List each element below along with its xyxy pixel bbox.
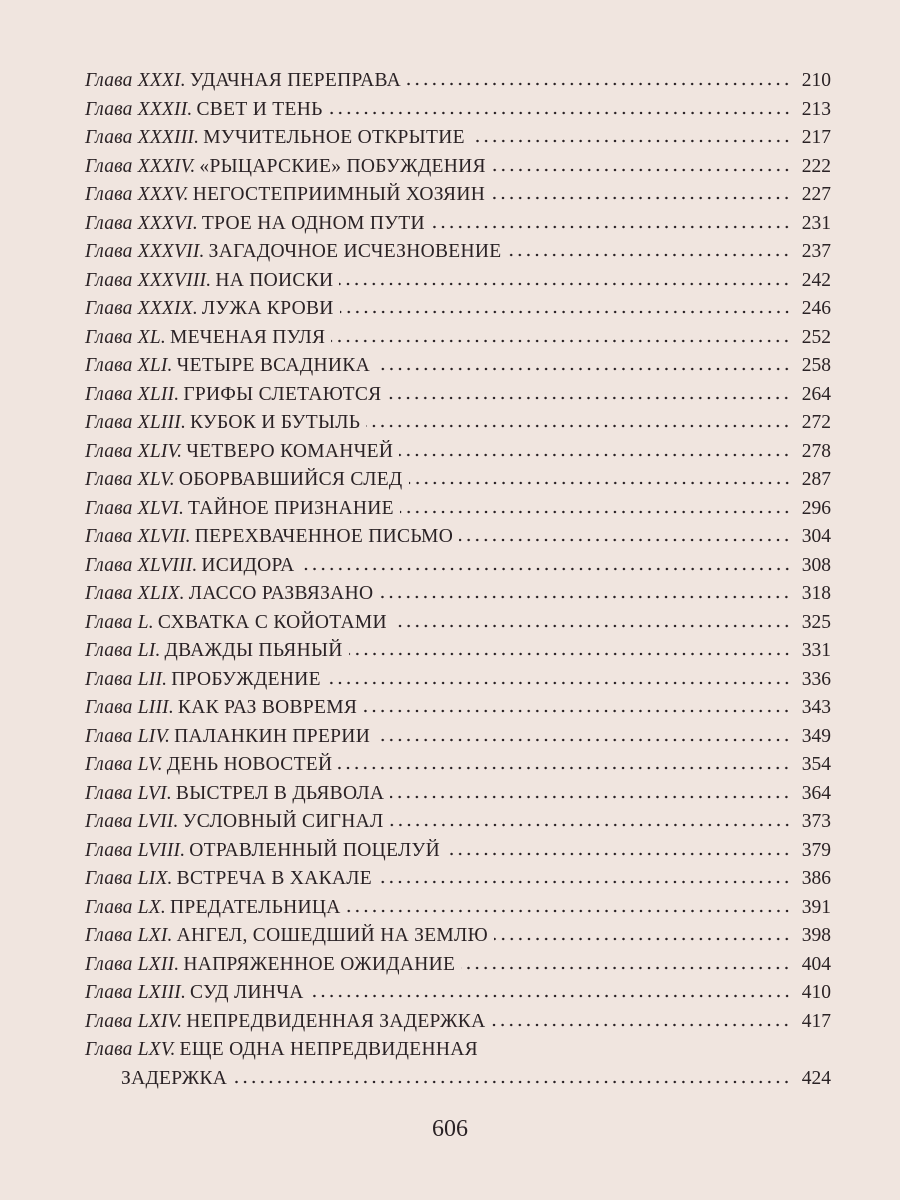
page-ref: 308 bbox=[801, 554, 831, 576]
chapter-title: ДВАЖДЫ ПЬЯНЫЙ bbox=[164, 640, 343, 661]
chapter-title: «РЫЦАРСКИЕ» ПОБУЖДЕНИЯ bbox=[199, 155, 486, 177]
dot-leader bbox=[338, 766, 791, 770]
page-ref: 237 bbox=[801, 241, 831, 262]
page-ref: 287 bbox=[801, 469, 831, 490]
chapter-label: Глава LV. bbox=[85, 754, 163, 775]
dot-leader bbox=[461, 966, 791, 970]
chapter-label: Глава XXXII. bbox=[85, 98, 193, 120]
dot-leader bbox=[492, 168, 791, 172]
chapter-title: ОБОРВАВШИЙСЯ СЛЕД bbox=[178, 469, 403, 490]
page-ref: 391 bbox=[801, 896, 831, 918]
dot-leader bbox=[399, 453, 791, 457]
chapter-title: ТАЙНОЕ ПРИЗНАНИЕ bbox=[188, 497, 394, 519]
page-ref: 252 bbox=[801, 326, 831, 348]
chapter-title: НАПРЯЖЕННОЕ ОЖИДАНИЕ bbox=[183, 953, 456, 975]
dot-leader bbox=[378, 880, 791, 884]
dot-leader bbox=[409, 481, 791, 485]
chapter-title: ПЕРЕХВАЧЕННОЕ ПИСЬМО bbox=[194, 526, 454, 547]
toc-entry-last bbox=[85, 1039, 831, 1068]
toc-entry bbox=[85, 697, 831, 726]
chapter-label: Глава LVI. bbox=[85, 782, 172, 804]
page-number: 606 bbox=[432, 1116, 468, 1142]
toc-entry bbox=[85, 612, 831, 641]
toc-entry bbox=[85, 298, 831, 327]
chapter-title: КАК РАЗ ВОВРЕМЯ bbox=[177, 697, 358, 718]
dot-leader bbox=[363, 709, 791, 713]
page-ref: 424 bbox=[801, 1067, 831, 1089]
chapter-title: ПАЛАНКИН ПРЕРИИ bbox=[174, 725, 371, 747]
toc-entry bbox=[85, 270, 831, 299]
page-ref: 343 bbox=[801, 697, 831, 718]
dot-leader bbox=[431, 225, 791, 229]
dot-leader bbox=[331, 339, 791, 343]
toc-entry bbox=[85, 783, 831, 812]
chapter-label: Глава XL. bbox=[85, 326, 166, 348]
dot-leader bbox=[349, 652, 791, 656]
chapter-title: УСЛОВНЫЙ СИГНАЛ bbox=[182, 811, 384, 832]
toc-entry bbox=[85, 726, 831, 755]
page-ref: 410 bbox=[801, 982, 831, 1003]
chapter-label: Глава LII. bbox=[85, 668, 168, 690]
toc-entry bbox=[85, 498, 831, 527]
page-ref: 246 bbox=[801, 298, 831, 319]
chapter-label: Глава XLIV. bbox=[85, 440, 183, 462]
page-ref: 379 bbox=[801, 839, 831, 861]
page-ref: 272 bbox=[801, 412, 831, 433]
dot-leader bbox=[507, 253, 791, 257]
chapter-title: ЗАГАДОЧНОЕ ИСЧЕЗНОВЕНИЕ bbox=[208, 241, 502, 262]
toc-entry bbox=[85, 583, 831, 612]
chapter-label: Глава XXXIII. bbox=[85, 127, 200, 148]
page-ref: 217 bbox=[801, 127, 831, 148]
dot-leader bbox=[339, 282, 791, 286]
page-ref: 242 bbox=[801, 269, 831, 291]
table-of-contents bbox=[85, 70, 831, 1096]
page-ref: 264 bbox=[801, 383, 831, 405]
chapter-label: Глава XLIX. bbox=[85, 583, 185, 604]
chapter-title: ЛАССО РАЗВЯЗАНО bbox=[188, 583, 374, 604]
chapter-label: Глава L. bbox=[85, 611, 154, 633]
page-ref: 258 bbox=[801, 355, 831, 376]
chapter-title: ОТРАВЛЕННЫЙ ПОЦЕЛУЙ bbox=[189, 839, 440, 861]
chapter-title: ДЕНЬ НОВОСТЕЙ bbox=[166, 754, 333, 775]
dot-leader bbox=[329, 111, 791, 115]
chapter-title-continuation: ЗАДЕРЖКА bbox=[121, 1067, 228, 1089]
page-ref: 231 bbox=[801, 212, 831, 234]
page-ref: 349 bbox=[801, 725, 831, 747]
chapter-title: ВСТРЕЧА В ХАКАЛЕ bbox=[176, 868, 373, 889]
page-ref: 373 bbox=[801, 811, 831, 832]
chapter-label: Глава XLVII. bbox=[85, 526, 191, 547]
toc-entry bbox=[85, 70, 831, 99]
chapter-label: Глава XLVIII. bbox=[85, 554, 198, 576]
dot-leader bbox=[393, 624, 791, 628]
dot-leader bbox=[376, 367, 791, 371]
chapter-title: НЕГОСТЕПРИИМНЫЙ ХОЗЯИН bbox=[192, 184, 486, 205]
toc-entry bbox=[85, 840, 831, 869]
chapter-label: Глава LI. bbox=[85, 640, 161, 661]
page-ref: 304 bbox=[801, 526, 831, 547]
dot-leader bbox=[446, 852, 791, 856]
dot-leader bbox=[387, 396, 791, 400]
toc-entry bbox=[85, 469, 831, 498]
page-ref: 417 bbox=[801, 1010, 831, 1032]
chapter-title: ИСИДОРА bbox=[201, 554, 295, 576]
chapter-title: КУБОК И БУТЫЛЬ bbox=[190, 412, 361, 433]
dot-leader bbox=[340, 310, 791, 314]
toc-entry bbox=[85, 925, 831, 954]
toc-entry bbox=[85, 982, 831, 1011]
dot-leader bbox=[390, 823, 791, 827]
dot-leader bbox=[366, 424, 791, 428]
toc-entry bbox=[85, 355, 831, 384]
toc-entry bbox=[85, 754, 831, 783]
chapter-title: ТРОЕ НА ОДНОМ ПУТИ bbox=[201, 212, 425, 234]
chapter-title: СВЕТ И ТЕНЬ bbox=[196, 98, 323, 120]
chapter-title: ГРИФЫ СЛЕТАЮТСЯ bbox=[183, 383, 382, 405]
chapter-label: Глава XXXIV. bbox=[85, 155, 196, 177]
chapter-label: Глава LXII. bbox=[85, 953, 180, 975]
chapter-label: Глава LXIV. bbox=[85, 1010, 183, 1032]
page-ref: 331 bbox=[801, 640, 831, 661]
chapter-label: Глава XXXI. bbox=[85, 70, 186, 91]
chapter-title: ПРОБУЖДЕНИЕ bbox=[171, 668, 321, 690]
page-ref: 325 bbox=[801, 611, 831, 633]
chapter-title: ПРЕДАТЕЛЬНИЦА bbox=[169, 896, 341, 918]
toc-entry bbox=[85, 384, 831, 413]
toc-entry bbox=[85, 412, 831, 441]
toc-entry bbox=[85, 640, 831, 669]
toc-entry bbox=[85, 127, 831, 156]
chapter-label: Глава XXXVI. bbox=[85, 212, 198, 234]
chapter-title: МЕЧЕНАЯ ПУЛЯ bbox=[169, 326, 326, 348]
page-ref: 318 bbox=[801, 583, 831, 604]
toc-entry bbox=[85, 897, 831, 926]
chapter-title: ЛУЖА КРОВИ bbox=[201, 298, 334, 319]
toc-entry bbox=[85, 868, 831, 897]
toc-entry bbox=[85, 241, 831, 270]
dot-leader bbox=[459, 538, 791, 542]
chapter-label: Глава XLI. bbox=[85, 355, 173, 376]
dot-leader bbox=[407, 82, 791, 86]
chapter-label: Глава LIV. bbox=[85, 725, 171, 747]
dot-leader bbox=[233, 1080, 791, 1084]
page-ref: 398 bbox=[801, 925, 831, 946]
dot-leader bbox=[347, 909, 791, 913]
chapter-title: ЧЕТЫРЕ ВСАДНИКА bbox=[176, 355, 370, 376]
toc-entry bbox=[85, 526, 831, 555]
chapter-title: СХВАТКА С КОЙОТАМИ bbox=[157, 611, 387, 633]
toc-entry bbox=[85, 669, 831, 698]
page-ref: 336 bbox=[801, 668, 831, 690]
page-ref: 386 bbox=[801, 868, 831, 889]
chapter-label: Глава LXI. bbox=[85, 925, 173, 946]
chapter-title: ЕЩЕ ОДНА НЕПРЕДВИДЕННАЯ bbox=[179, 1039, 478, 1060]
toc-entry-last-continuation bbox=[85, 1068, 831, 1097]
toc-entry bbox=[85, 1011, 831, 1040]
page-ref: 213 bbox=[801, 98, 831, 120]
dot-leader bbox=[390, 795, 791, 799]
toc-entry bbox=[85, 441, 831, 470]
dot-leader bbox=[301, 567, 792, 571]
chapter-label: Глава XXXIX. bbox=[85, 298, 198, 319]
chapter-title: МУЧИТЕЛЬНОЕ ОТКРЫТИЕ bbox=[203, 127, 465, 148]
chapter-label: Глава LVIII. bbox=[85, 839, 186, 861]
page-ref: 227 bbox=[801, 184, 831, 205]
page-ref: 210 bbox=[801, 70, 831, 91]
chapter-label: Глава LVII. bbox=[85, 811, 179, 832]
dot-leader bbox=[379, 595, 791, 599]
chapter-label: Глава LXV. bbox=[85, 1039, 176, 1060]
page-ref: 296 bbox=[801, 497, 831, 519]
chapter-label: Глава XLII. bbox=[85, 383, 180, 405]
dot-leader bbox=[494, 937, 791, 941]
toc-entry bbox=[85, 555, 831, 584]
chapter-label: Глава XLIII. bbox=[85, 412, 187, 433]
chapter-title: ВЫСТРЕЛ В ДЬЯВОЛА bbox=[175, 782, 385, 804]
dot-leader bbox=[310, 994, 791, 998]
chapter-label: Глава XXXVIII. bbox=[85, 269, 212, 291]
chapter-title: НЕПРЕДВИДЕННАЯ ЗАДЕРЖКА bbox=[186, 1010, 486, 1032]
chapter-title: УДАЧНАЯ ПЕРЕПРАВА bbox=[189, 70, 402, 91]
chapter-title: АНГЕЛ, СОШЕДШИЙ НА ЗЕМЛЮ bbox=[176, 925, 488, 946]
chapter-label: Глава XXXVII. bbox=[85, 241, 205, 262]
chapter-title: СУД ЛИНЧА bbox=[190, 982, 304, 1003]
chapter-label: Глава XLV. bbox=[85, 469, 175, 490]
dot-leader bbox=[491, 1023, 791, 1027]
toc-entry bbox=[85, 156, 831, 185]
chapter-label: Глава XXXV. bbox=[85, 184, 189, 205]
page-ref: 278 bbox=[801, 440, 831, 462]
dot-leader bbox=[327, 681, 791, 685]
chapter-label: Глава LIII. bbox=[85, 697, 174, 718]
chapter-title: ЧЕТВЕРО КОМАНЧЕЙ bbox=[186, 440, 394, 462]
page-ref: 364 bbox=[801, 782, 831, 804]
toc-entry bbox=[85, 99, 831, 128]
chapter-label: Глава LIX. bbox=[85, 868, 173, 889]
page-ref: 354 bbox=[801, 754, 831, 775]
dot-leader bbox=[471, 139, 791, 143]
toc-entry bbox=[85, 213, 831, 242]
page-ref: 222 bbox=[801, 155, 831, 177]
page-ref: 404 bbox=[801, 953, 831, 975]
dot-leader bbox=[491, 196, 791, 200]
dot-leader bbox=[376, 738, 791, 742]
dot-leader bbox=[400, 510, 791, 514]
chapter-label: Глава XLVI. bbox=[85, 497, 185, 519]
toc-entry bbox=[85, 327, 831, 356]
toc-entry bbox=[85, 954, 831, 983]
chapter-label: Глава LXIII. bbox=[85, 982, 187, 1003]
toc-entry bbox=[85, 184, 831, 213]
chapter-label: Глава LX. bbox=[85, 896, 166, 918]
toc-entry bbox=[85, 811, 831, 840]
chapter-title: НА ПОИСКИ bbox=[215, 269, 334, 291]
